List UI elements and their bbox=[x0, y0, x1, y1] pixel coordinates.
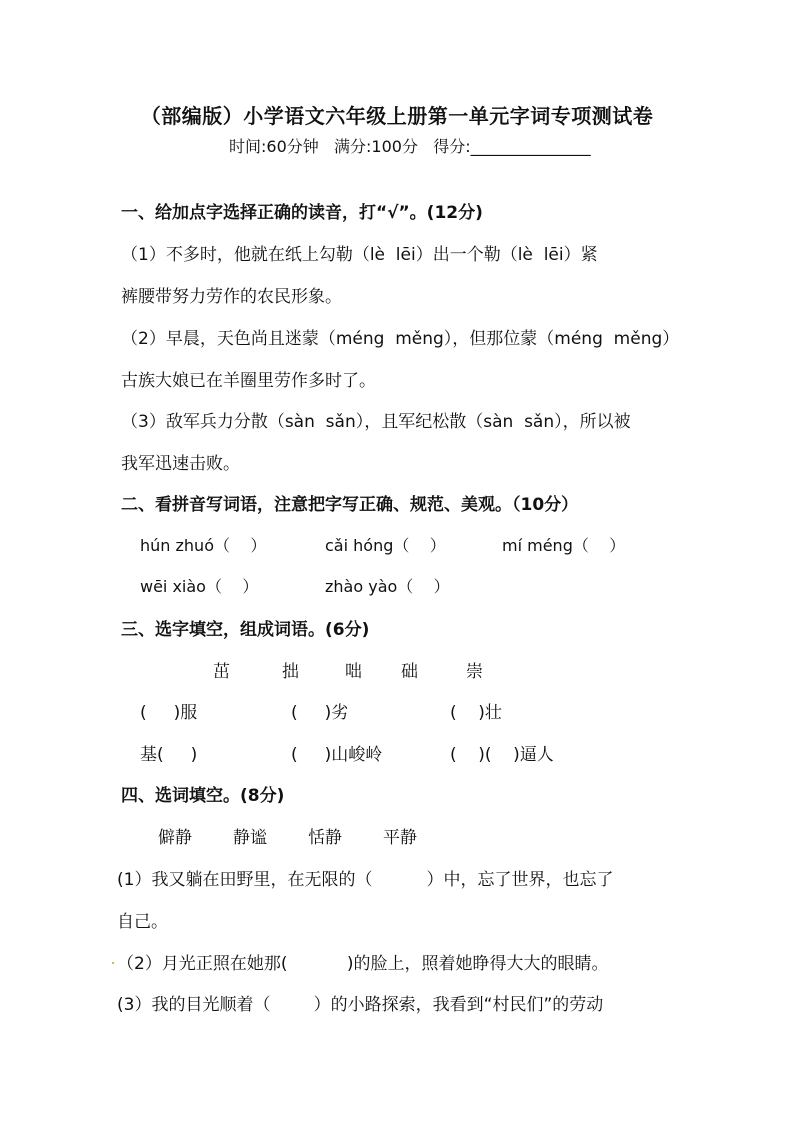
choice-char: 茁 bbox=[213, 662, 230, 682]
choice-char: 崇 bbox=[466, 662, 483, 682]
section1-line: 古族大娘已在羊圈里劳作多时了。 bbox=[121, 371, 376, 391]
section3-heading: 三、选字填空，组成词语。(6分) bbox=[121, 620, 370, 640]
fill-blank-item: ( )服 bbox=[140, 703, 198, 723]
choice-char: 咄 bbox=[345, 662, 362, 682]
section4-line: (3）我的目光顺着（ ）的小路探索，我看到“村民们”的劳动 bbox=[117, 995, 604, 1015]
fill-blank-item: ( )劣 bbox=[291, 703, 349, 723]
fill-blank-item: ( )山峻岭 bbox=[291, 745, 383, 765]
pinyin-item: wēi xiào（ ） bbox=[140, 577, 259, 596]
paper-title: （部编版）小学语文六年级上册第一单元字词专项测试卷 bbox=[140, 104, 654, 128]
section1-line: （2）早晨，天色尚且迷蒙（méng měng），但那位蒙（méng měng） bbox=[121, 329, 680, 349]
choice-word: 静谧 bbox=[233, 828, 267, 848]
section4-line: (1）我又躺在田野里，在无限的（ ）中，忘了世界，也忘了 bbox=[117, 870, 614, 890]
fill-blank-item: ( )壮 bbox=[450, 703, 502, 723]
section1-line: （1）不多时，他就在纸上勾勒（lè lēi）出一个勒（lè lēi）紧 bbox=[121, 245, 598, 265]
fill-blank-item: 基( ) bbox=[140, 745, 198, 765]
pinyin-item: cǎi hóng（ ） bbox=[325, 536, 446, 555]
section2-heading: 二、看拼音写词语，注意把字写正确、规范、美观。（10分） bbox=[121, 495, 579, 515]
stray-dot bbox=[112, 962, 114, 964]
section4-heading: 四、选词填空。(8分) bbox=[121, 786, 285, 806]
choice-word: 恬静 bbox=[308, 828, 342, 848]
section4-line: （2）月光正照在她那( )的脸上，照着她睁得大大的眼睛。 bbox=[117, 954, 609, 974]
section1-line: 我军迅速击败。 bbox=[121, 454, 240, 474]
fill-blank-item: ( )( )逼人 bbox=[450, 745, 554, 765]
exam-info: 时间:60分钟 满分:100分 得分:_______________ bbox=[229, 137, 591, 156]
pinyin-item: zhào yào（ ） bbox=[325, 577, 450, 596]
choice-word: 僻静 bbox=[158, 828, 192, 848]
section1-line: （3）敌军兵力分散（sàn sǎn），且军纪松散（sàn sǎn），所以被 bbox=[121, 412, 631, 432]
section4-line: 自己。 bbox=[117, 912, 168, 932]
choice-word: 平静 bbox=[383, 828, 417, 848]
section1-heading: 一、给加点字选择正确的读音，打“√”。(12分) bbox=[121, 203, 483, 223]
choice-char: 拙 bbox=[282, 662, 299, 682]
choice-char: 础 bbox=[401, 662, 418, 682]
pinyin-item: hún zhuó（ ） bbox=[140, 536, 267, 555]
pinyin-item: mí méng（ ） bbox=[502, 536, 626, 555]
section1-line: 裤腰带努力劳作的农民形象。 bbox=[121, 287, 342, 307]
